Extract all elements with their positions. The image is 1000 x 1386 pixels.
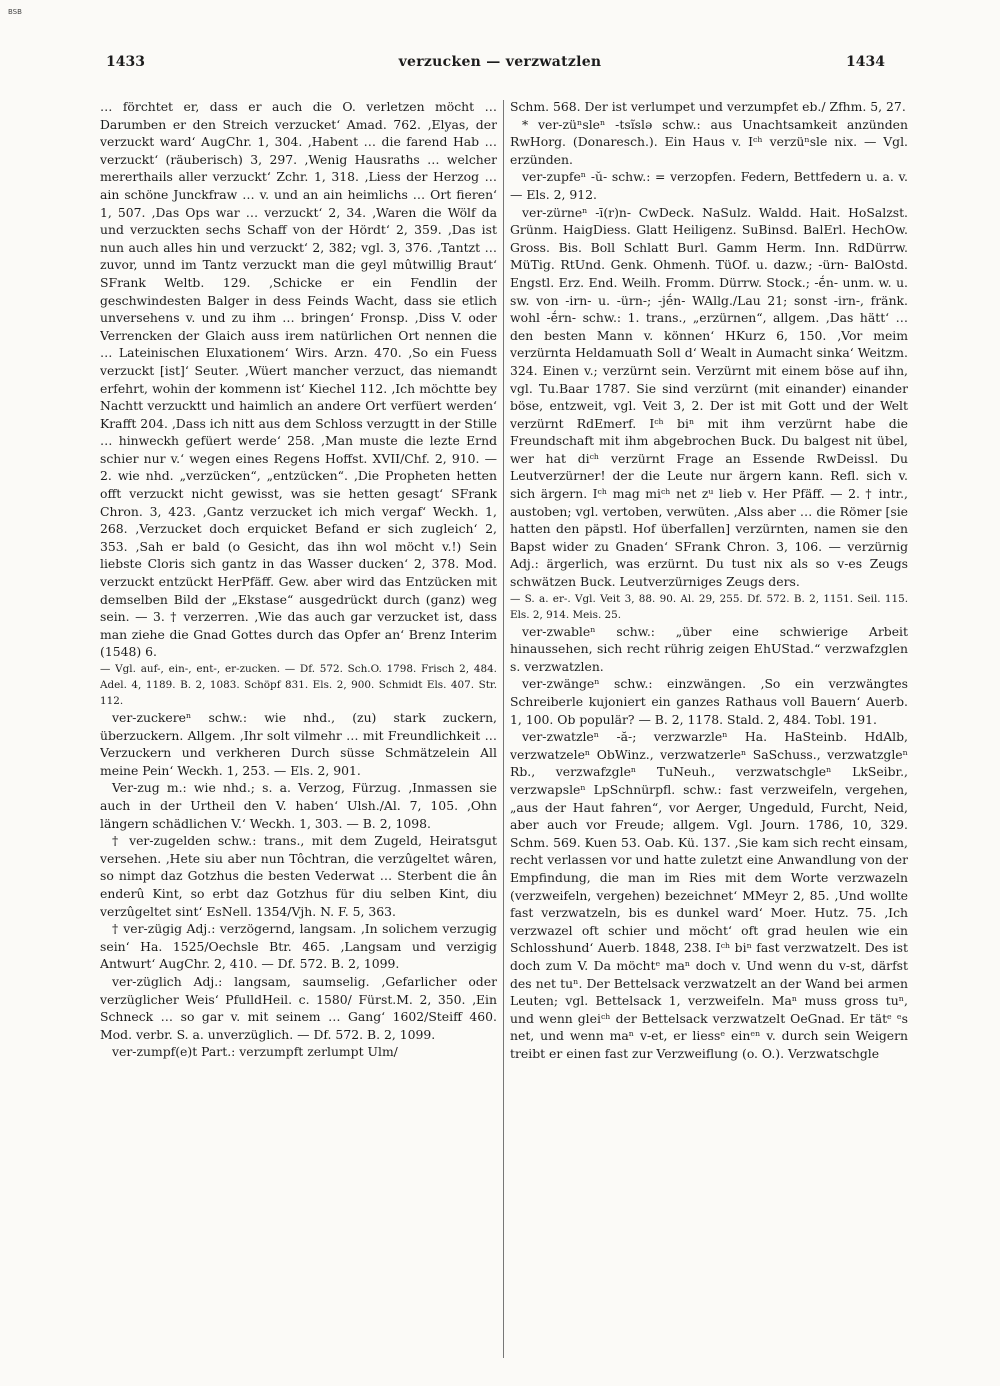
dictionary-entry: ver-züglich Adj.: langsam, saumselig. ‚Gefarlicher oder verzüglicher Weis‘ PfulldHeil. c. 1580/ Fürst.M. 2, 350. ‚Ein Schneck … so gar v. mit seinem … Gang‘ 1602/Steiff 460. Mod. verbr. S. a. unverzüglich. — Df. 572. B. 2, 1099. xyxy=(100,973,497,1042)
dictionary-entry: * ver-züⁿsleⁿ -tsĩslə schw.: aus Unachtsamkeit anzünden RwHorg. (Donaresch.). Ein Haus v. Iᶜʰ verzüⁿsle nix. — Vgl. erzünden. xyxy=(510,116,908,167)
dictionary-entry: ver-zwableⁿ schw.: „über eine schwierige Arbeit hinaussehen, sich recht rührig zeigen EhUStad.“ verzwafzglen s. verzwatzlen. xyxy=(510,623,908,674)
dictionary-entry: ver-zwängeⁿ schw.: einzwängen. ‚So ein verzwängtes Schreiberle kujoniert ein ganzes Rathaus voll Bauern‘ Auerb. 1, 100. Ob populär? — B. 2, 1178. Stald. 2, 484. Tobl. 191. xyxy=(510,676,908,727)
dictionary-entry: ver-zürneⁿ -ī(r)n- CwDeck. NaSulz. Waldd. Hait. HoSalzst. Grünm. HaigDiess. Glatt Heiligenz. SuBinsd. BalErl. HechOw. Gross. Bis. Boll Schlatt Burl. Gamm Herm. Inn. RdDürrw. MüTig. RtUnd. Genk. Ohmenh. TüOf. u. dazw.; -ürn- BalOstd. Engstl. Erz. End. Weilh. Fromm. Dürrw. Stock.; -ḗn- unm. w. u. sw. von -irn- u. -ürn-; -jḗn- WAllg./Lau 21; sonst -irn-, fränk. wohl -ḗrn- schw.: 1. trans., „erzürnen“, allgem. ‚Das hätt‘ … den besten Mann v. können‘ HKurz 6, 150. ‚Vor meim verzürnta Heldamuath Soll d‘ Wealt in Aumacht sinka‘ Weitzm. 324. Einen v.; verzürnt sein. Verzürnt mit einem böse auf ihn, vgl. Tu.Baar 1787. Sie sind verzürnt (mit einander) einander böse, entzweit, vgl. Veit 3, 2. Der ist mit Gott und der Welt verzürnt RdEmerf. Iᶜʰ biⁿ mit ihm verzürnt habe die Freundschaft mit ihm abgebrochen Buck. Du balgest nit übel, wer hat diᶜʰ verzürnt Frage an Essende RwDeissl. Du Leutverzürner! der die Leute nur ärgern kann. Refl. sich v. sich ärgern. Iᶜʰ mag miᶜʰ net zᵘ lieb v. Her Pfäff. — 2. † intr., austoben; vgl. vertoben, verwüten. ‚Alss aber … die Römer [sie hatten den päpstl. Hof überfallen] verzürnten, namen sie den Bapst wider zu Gnaden‘ SFrank Chron. 3, 106. — verzürnig Adj.: ärgerlich, was erzürnt. Du tust nix als so v-es Zeugs schwätzen Buck. Leutverzürniges Zeugs ders. xyxy=(510,204,908,590)
entry-continuation: … förchtet er, dass er auch die O. verletzen möcht … Darumben er den Streich verzucket‘ Amad. 762. ‚Elyas, der verzuckt ward‘ AugChr. 1, 304. ‚Habent … die farend Hab … verzuckt‘ (räuberisch) 3, 297. ‚Wenig Hausraths … welcher mererthails aller verzuckt‘ Zchr. 1, 318. ‚Liess der Herzog … ain schöne Junckfraw … v. und an ain heimlichs … Ort fieren‘ 1, 507. ‚Das Ops war … verzuckt‘ 2, 34. ‚Waren die Wölf da und verzuckten sechs Schaff von der Hördt‘ 2, 359. ‚Das ist nun auch alles hin und verzuckt‘ 2, 382; vgl. 3, 376. ‚Tantzt … zuvor, unnd im Tantz verzuckt man die geyl mûtwillig Braut‘ SFrank Weltb. 129. ‚Schicke er ein Fendlin der geschwindesten Balger in dess Feinds Wacht, dass sie etlich unversehens v. und zu ihm … bringen‘ Fronsp. ‚Diss V. oder Verrencken der Glaich auss irem natürlichen Ort nennen die … Lateinischen Eluxationem‘ Wirs. Arzn. 470. ‚So ein Fuess verzuckt [ist]‘ Seuter. ‚Wüert mancher verzuct, das niemandt erfehrt, wohin der kommenn ist‘ Kiechel 112. ‚Ich möchtte bey Nachtt verzucktt und haimlich an andere Ort verfüert werden‘ Krafft 204. ‚Dass ich nitt aus dem Schloss verzugtt in der Stille … hinweckh gefüert werde‘ 258. ‚Man muste die lezte Ernd schier nur v.‘ wegen eines Regens Hoffst. XVII/Chf. 2, 910. — 2. wie nhd. „verzücken“, „entzücken“. ‚Die Propheten hetten offt verzuckt nicht gewisst, was sie hetten gesagt‘ SFrank Chron. 3, 423. ‚Gantz verzucket ich mich vergaf‘ Weckh. 1, 268. ‚Verzucket doch erquicket Befand er sich zugleich‘ 2, 353. ‚Sah er bald (o Gesicht, das ihn wol möcht v.!) Sein liebste Cloris sich gantz in das Wasser ducken‘ 2, 378. Mod. verzuckt entzückt HerPfäff. Gew. aber wird das Entzücken mit demselben Bild der „Ekstase“ ausgedrückt durch (ganz) weg sein. — 3. † verzerren. ‚Wie das auch gar verzucket ist, dass man ziehe die Gnad Gottes durch das Opfer an‘ Brenz Interim (1548) 6. xyxy=(100,99,497,660)
dictionary-entry: ver-zuckereⁿ schw.: wie nhd., (zu) stark zuckern, überzuckern. Allgem. ‚Ihr solt vilmehr … mit Freundlichkeit … Verzuckern und verkheren Durch süsse Schmätzelein All meine Pein‘ Weckh. 1, 253. — Els. 2, 901. xyxy=(100,710,497,778)
left-column xyxy=(100,98,497,1368)
page-header xyxy=(0,54,1000,76)
entry-continuation: Schm. 568. Der ist verlumpet und verzumpfet eb./ Zfhm. 5, 27. xyxy=(510,99,906,114)
dictionary-entry: † ver-zugelden schw.: trans., mit dem Zugeld, Heiratsgut versehen. ‚Hete siu aber nun Tôchtran, die verzûgeltet wâren, so nimpt daz Gotzhus die besten Vederwat … Sterbent die ân enderû Kint, so erbt daz Gotzhus für diu selben Kint, diu verzûgeltet sint‘ EsNell. 1354/Vjh. N. F. 5, 363. xyxy=(100,833,497,919)
column-divider xyxy=(503,100,504,1358)
source-references: — Vgl. auf-, ein-, ent-, er-zucken. — Df. 572. Sch.O. 1798. Frisch 2, 484. Adel. 4, 1189. B. 2, 1083. Schöpf 831. Els. 2, 900. Schmidt Els. 407. Str. 112. xyxy=(100,663,497,707)
dictionary-entry: ver-zumpf(e)t Part.: verzumpft zerlumpt Ulm/ xyxy=(112,1044,398,1060)
dictionary-entry: ver-zupfeⁿ -ŭ- schw.: = verzopfen. Federn, Bettfedern u. a. v. — Els. 2, 912. xyxy=(510,169,908,202)
running-head: verzucken — verzwatzlen xyxy=(398,54,602,70)
page-number-left: 1433 xyxy=(106,54,145,70)
right-column xyxy=(510,98,908,1368)
dictionary-entry: Ver-zug m.: wie nhd.; s. a. Verzog, Fürzug. ‚Inmassen sie auch in der Urtheil den V. haben‘ Ulsh./Al. 7, 105. ‚Ohn längern schädlichen V.‘ Weckh. 1, 303. — B. 2, 1098. xyxy=(100,780,497,831)
dictionary-entry: ver-zwatzleⁿ -ă-; verzwarzleⁿ Ha. HaSteinb. HdAlb, verzwatzeleⁿ ObWinz., verzwatzerleⁿ SaSchuss., verzwatzgleⁿ Rb., verzwafzgleⁿ TuNeuh., verzwatschgleⁿ LkSeibr., verzwapsleⁿ LpSchnürpfl. schw.: fast verzweifeln, vergehen, „aus der Haut fahren“, vor Aerger, Ungeduld, Furcht, Neid, aber auch vor Freude; allgem. Vgl. Journ. 1786, 10, 329. Schm. 569. Kuen 53. Oab. Kü. 137. ‚Sie kam sich recht einsam, recht verlassen vor und hatte zuletzt eine Anwandlung von der Empfindung, die man im Ries mit dem Worte verzwazeln (verzweifeln, vergehen) bezeichnet‘ MMeyr 2, 85. ‚Und wollte fast verzwatzeln, bis es dunkel ward‘ Moer. Hutz. 75. ‚Ich verzwazel oft schier und möcht‘ oft grad heulen wie ein Schlosshund‘ Auerb. 1848, 238. Iᶜʰ biⁿ fast verzwatzelt. Des ist doch zum V. Da möchtᵉ maⁿ doch v. Und wenn du v-st, därfst des net tuⁿ. Der Bettelsack verzwatzelt an der Wand bei armen Leuten; vgl. Bettelsack 1, verzweifeln. Maⁿ muss gross tuⁿ, und wenn gleiᶜʰ der Bettelsack verzwatzelt OeGnad. Er tätᵉ ᵉs net, und wenn maⁿ v-et, er liessᵉ einᵉⁿ v. durch sein Weigern treibt er einen fast zur Verzweiflung (o. O.). Verzwatschgle xyxy=(510,729,908,1061)
library-mark: BSB xyxy=(8,8,22,16)
page-number-right: 1434 xyxy=(846,54,885,70)
source-references: — S. a. er-. Vgl. Veit 3, 88. 90. Al. 29, 255. Df. 572. B. 2, 1151. Seil. 115. Els. 2, 914. Meis. 25. xyxy=(510,592,908,621)
dictionary-entry: † ver-zügig Adj.: verzögernd, langsam. ‚In solichem verzugig sein‘ Ha. 1525/Oechsle Btr. 465. ‚Langsam und verzigig Antwurt‘ AugChr. 2, 410. — Df. 572. B. 2, 1099. xyxy=(100,921,497,972)
